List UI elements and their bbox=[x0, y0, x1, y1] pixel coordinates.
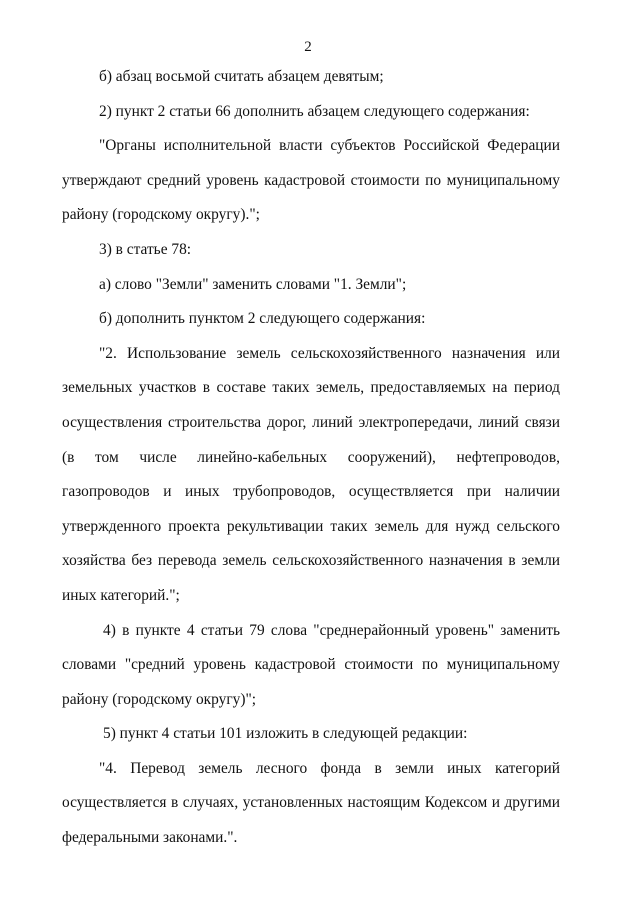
paragraph-quote-perevod: "4. Перевод земель лесного фонда в земли иных категорий осуществляется в случаях, установленных настоящим Кодексом и другими федеральными законами.". bbox=[62, 759, 560, 847]
paragraph-3-statia-78: 3) в статье 78: bbox=[99, 240, 192, 258]
paragraph-5-punkt: 5) пункт 4 статьи 101 изложить в следующей редакции: bbox=[103, 725, 468, 743]
paragraph-quote-organy: "Органы исполнительной власти субъектов Российской Федерации утверждают средний уровень кадастровой стоимости по муниципальному району (городскому округу)."; bbox=[62, 137, 560, 224]
paragraph-quote-ispolzovanie: "2. Использование земель сельскохозяйственного назначения или земельных участков в составе таких земель, предоставляемых на период осуществления строительства дорог, линий электропередачи, линий связи (в том числе линейно-кабельных сооружений), нефтепроводов, газопроводов и иных трубопроводов, осуществляется при наличии утвержденного проекта рекультивации таких земель для нужд сельского хозяйства без перевода земель сельскохозяйственного назначения в земли иных категорий."; bbox=[62, 344, 560, 604]
paragraph-2-punkt: 2) пункт 2 статьи 66 дополнить абзацем следующего содержания: bbox=[99, 102, 530, 120]
paragraph-b-dopolnit: б) дополнить пунктом 2 следующего содержания: bbox=[99, 310, 426, 328]
paragraph-a-slovo: а) слово "Земли" заменить словами "1. Земли"; bbox=[99, 275, 407, 293]
paragraph-4-punkt: 4) в пункте 4 статьи 79 слова "среднерайонный уровень" заменить словами "средний уровень кадастровой стоимости по муниципальному району (городскому округу)"; bbox=[62, 621, 560, 708]
document-body bbox=[62, 60, 560, 856]
paragraph-b-abzac: б) абзац восьмой считать абзацем девятым; bbox=[99, 68, 384, 85]
page-number: 2 bbox=[304, 39, 312, 55]
